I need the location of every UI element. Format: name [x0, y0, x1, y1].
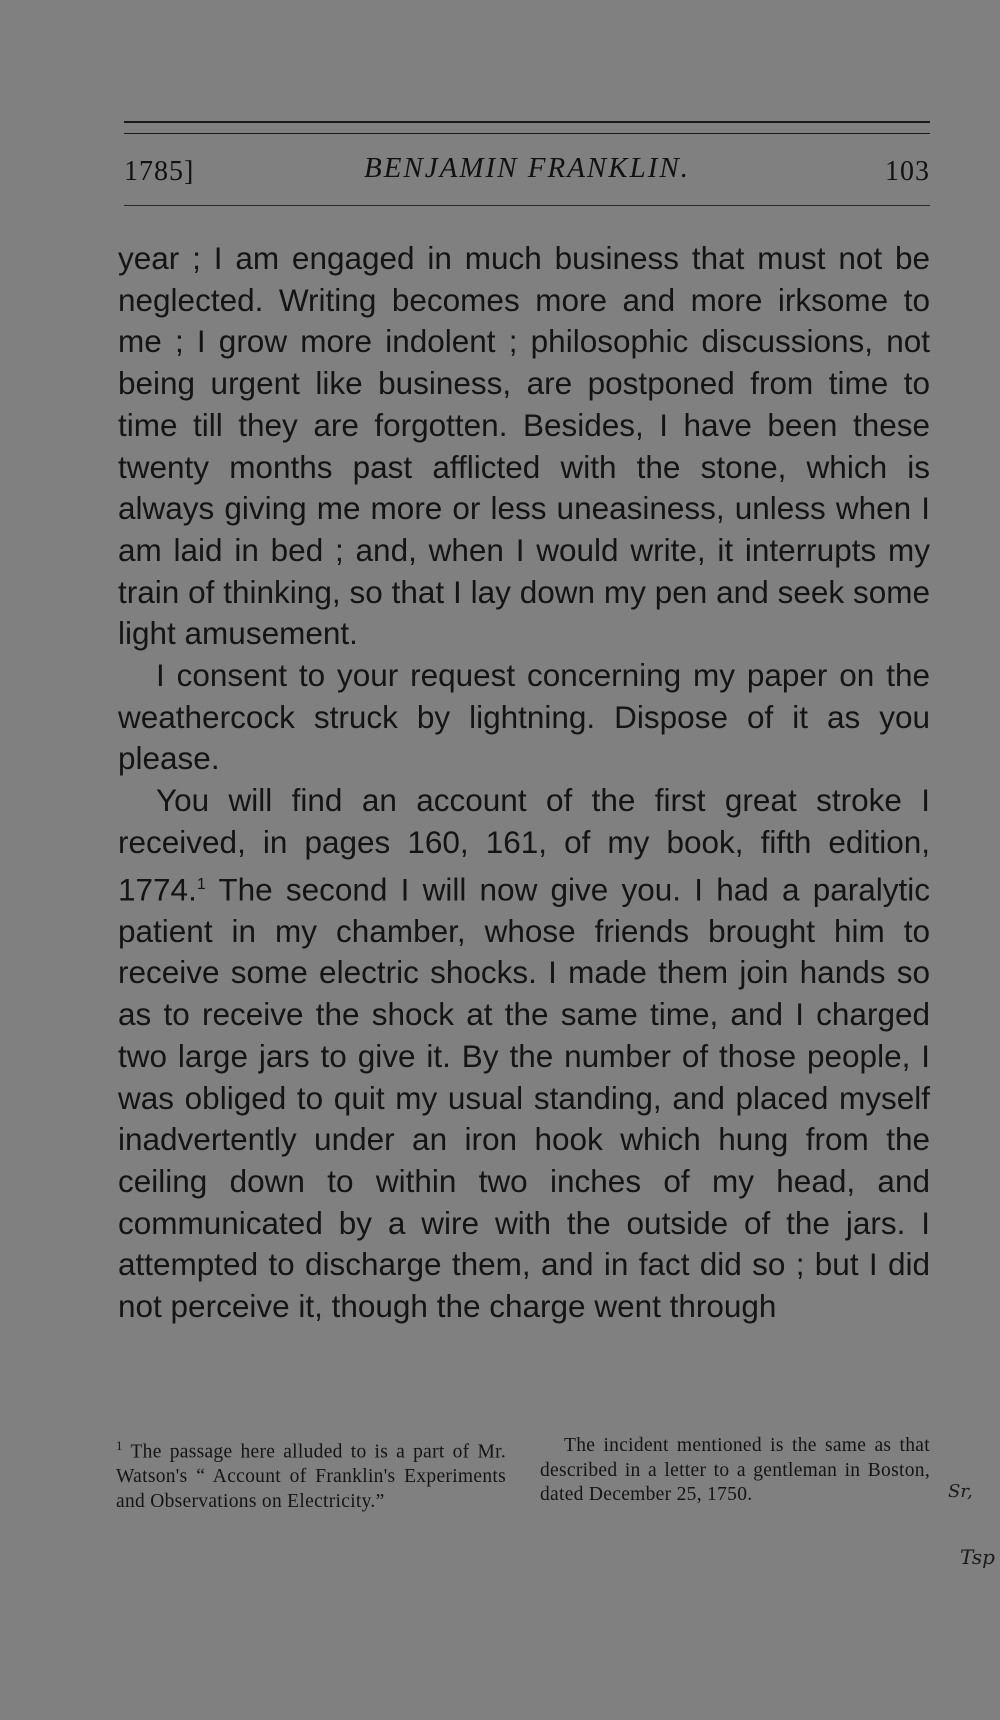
- margin-mark-upper: Sr,: [948, 1481, 973, 1502]
- header-rule-bottom: [124, 205, 930, 206]
- margin-handwriting: [946, 1475, 1000, 1585]
- header-rule-top: [124, 121, 930, 123]
- running-head-title: BENJAMIN FRANKLIN.: [364, 152, 690, 184]
- main-text: [118, 238, 930, 1328]
- footnote-right-text: The incident mentioned is the same as that described in a letter to a gentleman in Boston, dated December 25, 1750.: [540, 1435, 930, 1505]
- running-head: [124, 152, 930, 192]
- footnote-reference: 1: [196, 875, 206, 893]
- running-head-year: 1785]: [124, 156, 195, 187]
- paragraph-text-after-note: The second I will now give you. I had a paralytic patient in my chamber, whose friends brought him to receive some electric shocks. I made them join hands so as to receive the shock at the same time, and I charged two large jars to give it. By the number of those people, I was obliged to quit my usual standing, and placed myself inadvertently under an iron hook which hung from the ceiling down to within two inches of my head, and communicated by a wire with the outside of the jars. I attempted to discharge them, and in fact did so ; but I did not perceive it, though the charge went through: [118, 871, 930, 1325]
- paragraph-shock-account: [118, 780, 930, 1328]
- paragraph-continued: year ; I am engaged in much business that must not be neglected. Writing becomes more and more irksome to me ; I grow more indolent ; philosophic discussions, not being urgent like business, are postponed from time to time till they are forgotten. Besides, I have been these twenty months past afflicted with the stone, which is always giving me more or less uneasiness, unless when I am laid in bed ; and, when I would write, it interrupts my train of thinking, so that I lay down my pen and seek some light amusement.: [118, 240, 930, 652]
- margin-mark-lower: Tsp: [960, 1545, 995, 1569]
- paragraph-text-before-note: You will find an account of the first great stroke I received, in pages 160, 161, of my book, fifth edition, 1774.: [118, 782, 930, 908]
- footnote-left-column: [116, 1434, 506, 1514]
- footnote-right-column: [540, 1434, 930, 1508]
- paragraph-weathercock: I consent to your request concerning my paper on the weathercock struck by lightning. Dispose of it as you please.: [118, 657, 930, 777]
- page-number: 103: [885, 156, 930, 187]
- footnote-marker: 1: [116, 1438, 123, 1453]
- footnote-left-text: The passage here alluded to is a part of Mr. Watson's “ Account of Franklin's Experiments and Observations on Electricity.”: [116, 1441, 506, 1512]
- header-rule-second: [124, 133, 930, 134]
